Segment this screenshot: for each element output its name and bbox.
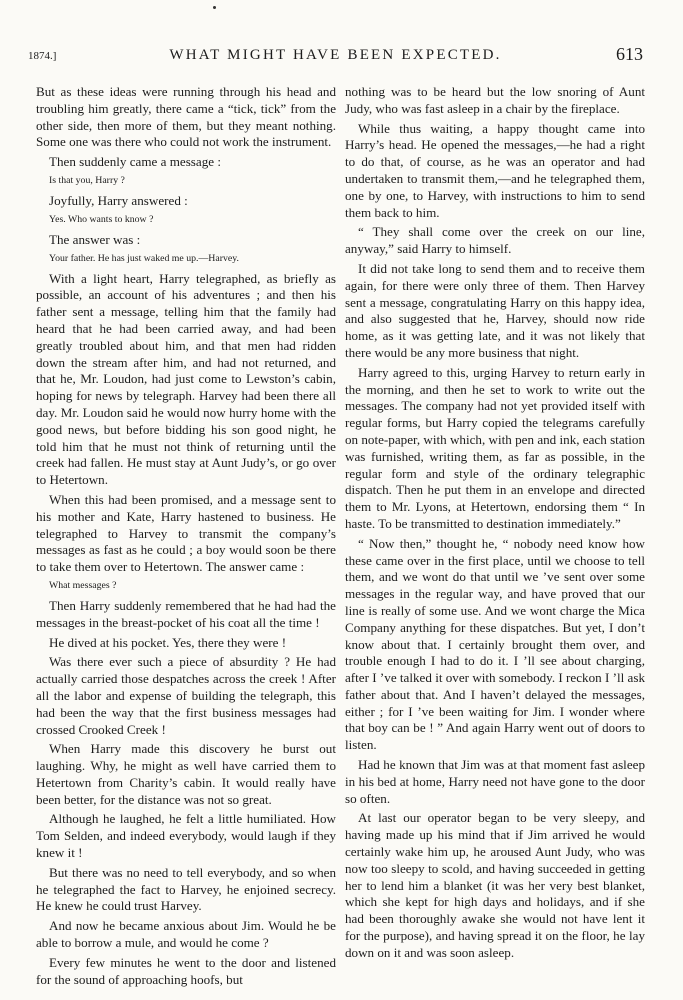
left-column [36, 84, 336, 991]
body-paragraph: Joyfully, Harry answered : [49, 192, 188, 208]
body-paragraph: Then Harry suddenly remembered that he had had the messages in the breast-pocket of his coat all the time ! [36, 597, 336, 630]
body-paragraph: The answer was : [49, 231, 141, 247]
body-paragraph: When this had been promised, and a message sent to his mother and Kate, Harry hastened to business. He telegraphed to Harvey to transmit the company’s messages as fast as he could ; a boy would soon be there to take them over to Hetertown. The answer came : [36, 491, 336, 575]
body-paragraph: He dived at his pocket. Yes, there they were ! [49, 634, 287, 650]
body-paragraph: nothing was to be heard but the low snoring of Aunt Judy, who was fast asleep in a chair by the fireplace. [345, 84, 645, 116]
telegraph-message: Your father. He has just waked me up.—Harvey. [49, 252, 239, 264]
telegraph-message: Is that you, Harry ? [49, 174, 125, 186]
body-paragraph: Then suddenly came a message : [49, 154, 221, 170]
telegraph-message: Yes. Who wants to know ? [49, 213, 154, 225]
header-year: 1874.] [28, 50, 57, 62]
right-column [345, 84, 645, 965]
body-paragraph: But as these ideas were running through his head and troubling him greatly, there came a “tick, tick” from the other side, then more of them, but they meant nothing. Some one was there who could not work the instrument. [36, 84, 336, 150]
page-number: 613 [616, 44, 643, 64]
body-paragraph: Had he known that Jim was at that moment fast asleep in his bed at home, Harry need not have gone to the door so often. [345, 757, 645, 806]
body-paragraph: It did not take long to send them and to receive them again, for there were only three of them. Then Harvey sent a message, congratulating Harry on this happy idea, and also suggested that he, Harvey, should now ride home, as it was getting late, and it was not likely that there would be any more business that night. [345, 260, 645, 360]
body-paragraph: While thus waiting, a happy thought came into Harry’s head. He opened the messages,—he had a right to do that, of course, as he was an operator and had undertaken to transmit them,—and he telegraphed them, one by one, to Harvey, with instructions to him to send them back to him. [345, 120, 645, 220]
body-paragraph: Every few minutes he went to the door and listened for the sound of approaching hoofs, but [36, 954, 336, 987]
body-paragraph: “ Now then,” thought he, “ nobody need know how these came over in the first place, until we choose to tell them, and we wont do that until we ’ve sent over some messages in the regular way, and have proved that our line is really of some use. And we wont charge the Mica Company anything for these dispatches. But yet, I don’t know about that. I certainly brought them over, and trouble enough I had to do it. I ’ll see about charging, after I ’ve talked it over with somebody. I reckon I ’ll ask father about that. And I haven’t delayed the messages, either ; for I ’ve been waiting for Jim. I wonder where that boy can be ! ” And again Harry went out of doors to listen. [345, 535, 645, 753]
body-paragraph: But there was no need to tell everybody, and so when he telegraphed the fact to Harvey, he enjoined secrecy. He knew he could trust Harvey. [36, 864, 336, 914]
body-paragraph: Was there ever such a piece of absurdity ? He had actually carried those despatches across the creek ! After all the labor and expense of building the telegraph, this had been the way that the first business messages had crossed Crooked Creek ! [36, 654, 336, 737]
body-paragraph: Although he laughed, he felt a little humiliated. How Tom Selden, and indeed everybody, would laugh if they knew it ! [36, 811, 336, 861]
running-title: WHAT MIGHT HAVE BEEN EXPECTED. [169, 47, 502, 63]
body-paragraph: When Harry made this discovery he burst out laughing. Why, he might as well have carried them to Hetertown from Charity’s cabin. It would really have been better, for the distance was not so great. [36, 741, 336, 807]
body-paragraph: With a light heart, Harry telegraphed, as briefly as possible, an account of his adventures ; and then his father sent a message, telling him that the family had heard that he had been carried away, and had been greatly troubled about him, and that men had ridden down the stream after him, and had not returned, and that he, Mr. Loudon, had just come to Lewston’s cabin, hoping for news by telegraph. Harvey had been there all day. Mr. Loudon said he would now hurry home with the good news, but before bidding his son good night, he told him that he must not think of returning until the creek had fallen. He must stay at Aunt Judy’s, or go over to Hetertown. [36, 270, 336, 488]
telegraph-message: What messages ? [49, 579, 117, 591]
body-paragraph: Harry agreed to this, urging Harvey to return early in the morning, and then he set to work to write out the messages. The company had not yet provided itself with regular forms, but Harry copied the telegrams carefully on note-paper, with which, with pen and ink, each station was furnished, writing them, as far as possible, in the regular form and style of the ordinary telegraphic dispatch. Then he put them in an envelope and directed them to Mr. Lyons, at Hetertown, endorsing them “ In haste. To be transmitted to destination immediately.” [345, 364, 645, 531]
body-paragraph: At last our operator began to be very sleepy, and having made up his mind that if Jim arrived he would certainly wake him up, he aroused Aunt Judy, who was now too sleepy to scold, and having succeeded in getting her to lend him a blanket (it was her very best blanket, which she kept for high days and holidays, and if she had been thoroughly awake she would not have lent it for the purpose), and having spread it on the floor, he lay down on it and was soon asleep. [345, 810, 645, 960]
body-paragraph: “ They shall come over the creek on our line, anyway,” said Harry to himself. [345, 224, 645, 257]
body-paragraph: And now he became anxious about Jim. Would he be able to borrow a mule, and would he come ? [36, 918, 336, 951]
running-header [28, 44, 643, 70]
ink-speck [213, 6, 216, 9]
